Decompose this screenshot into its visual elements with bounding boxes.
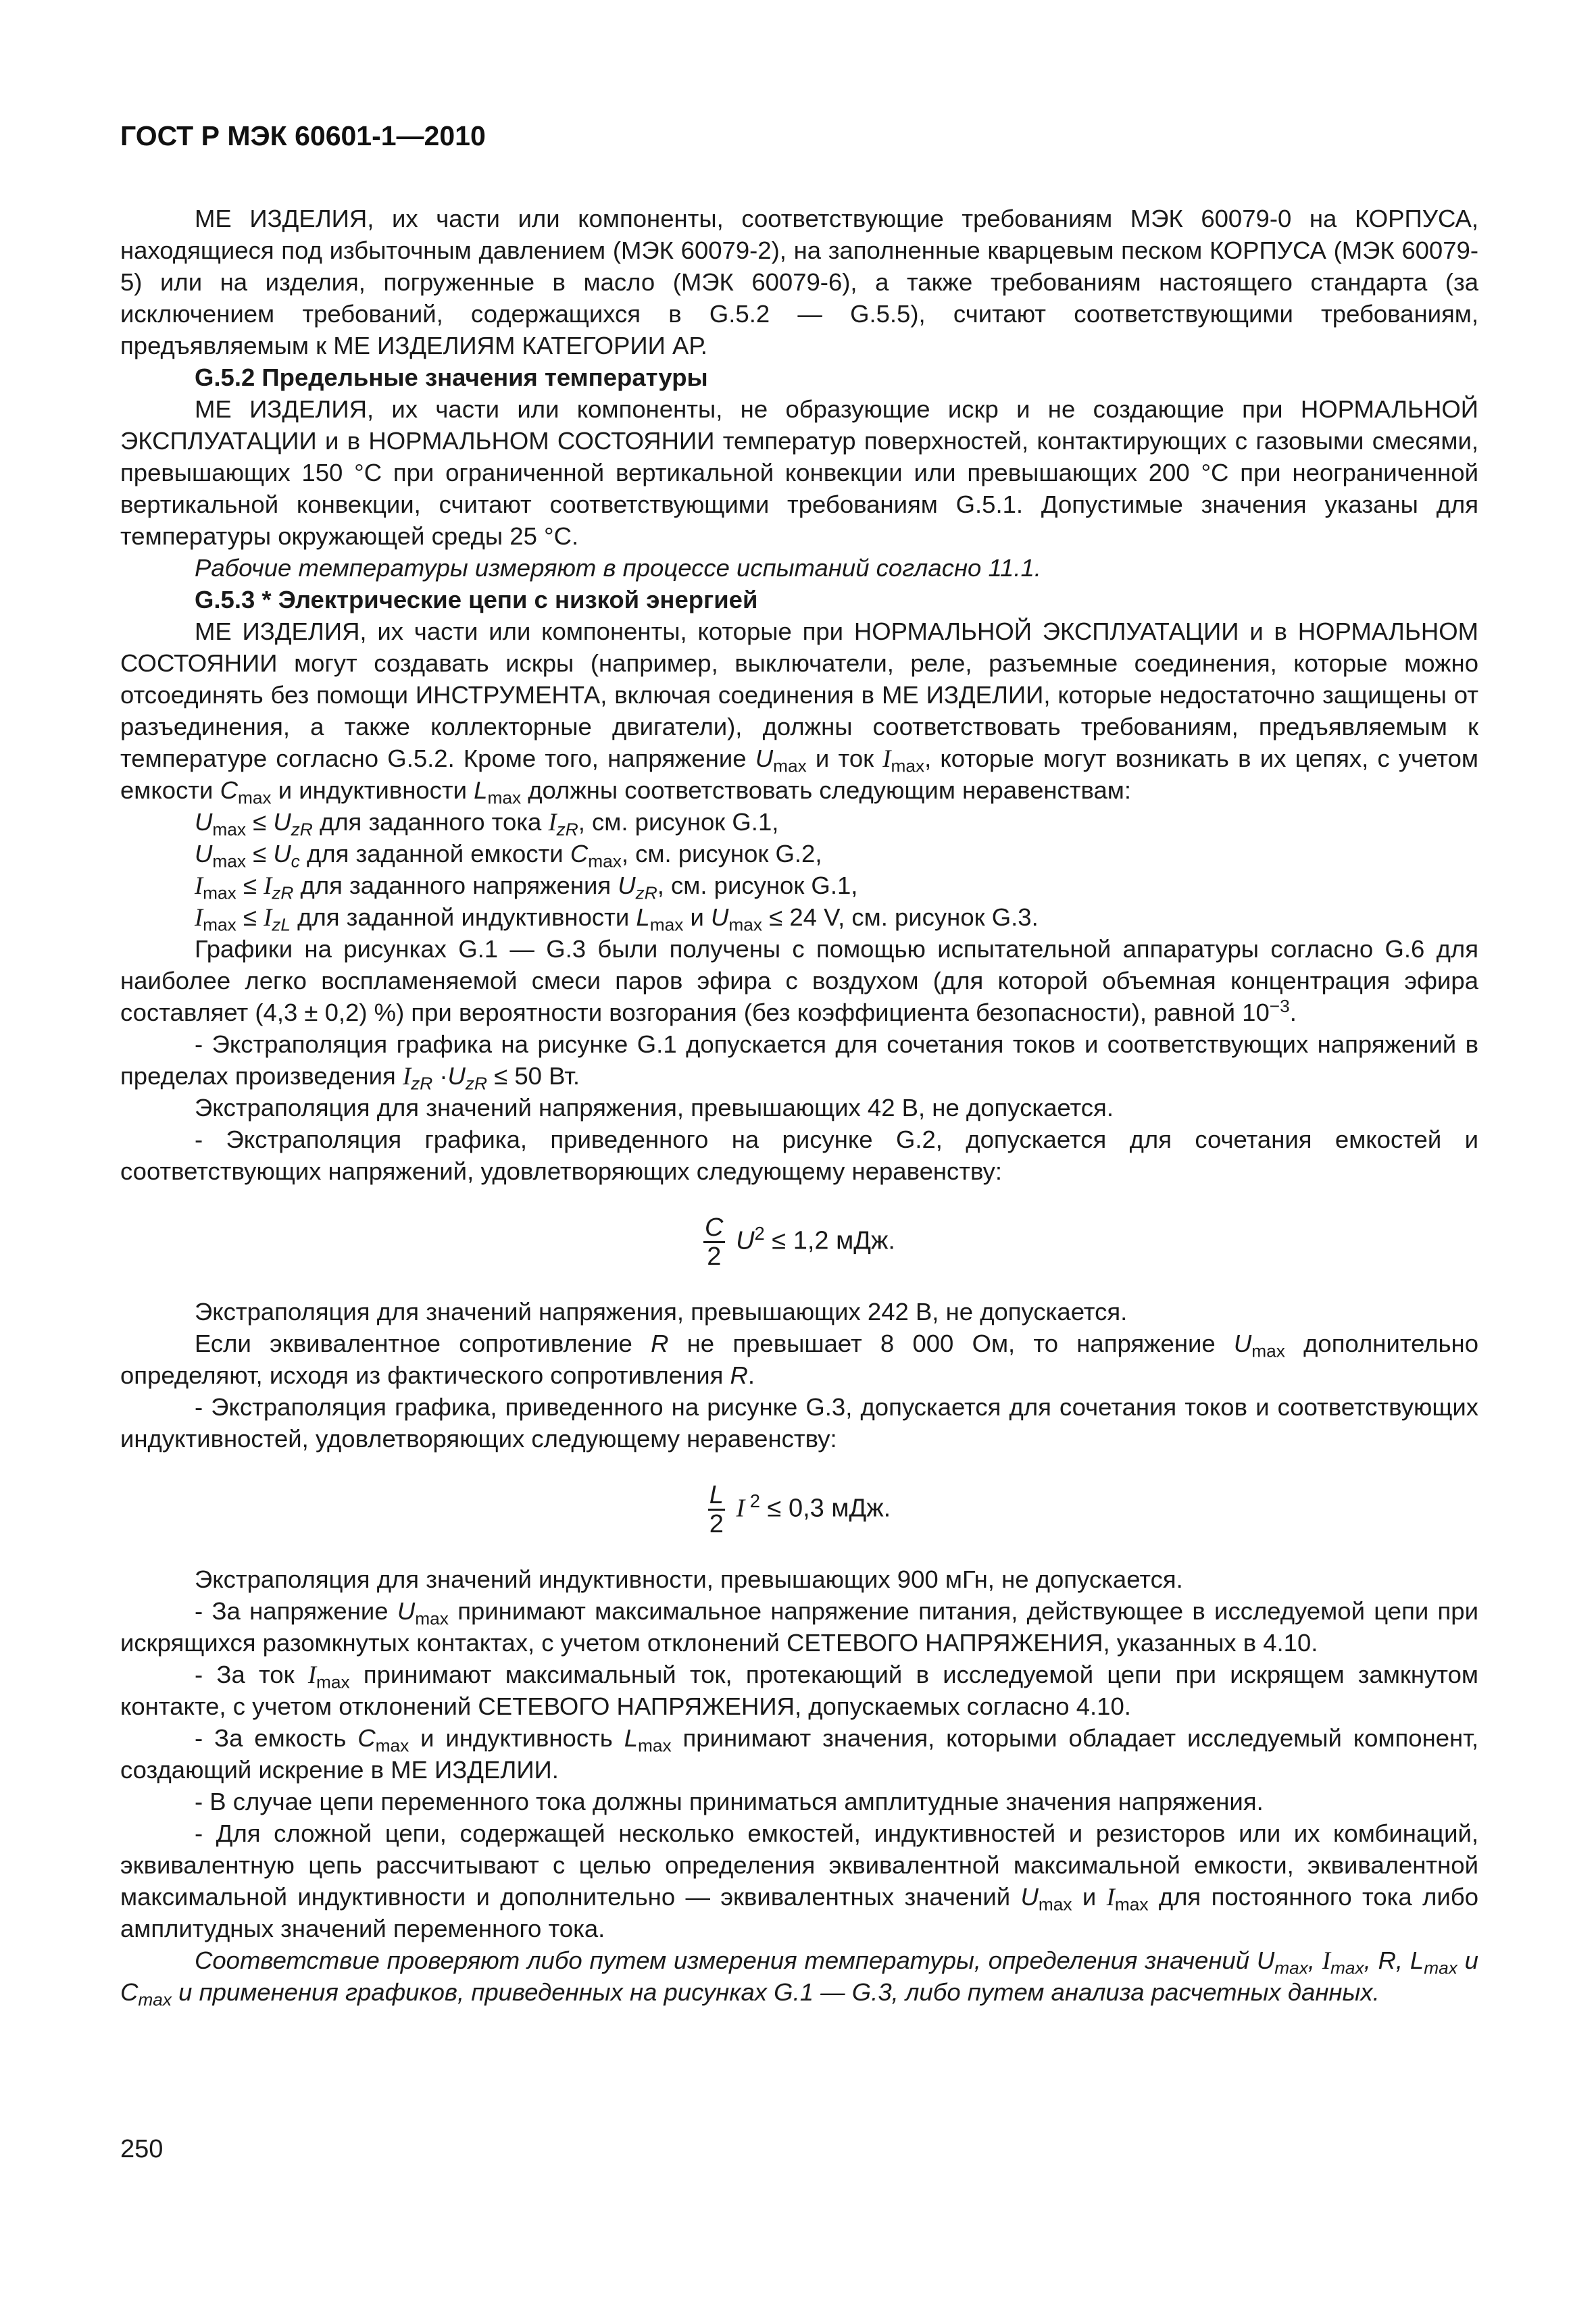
paragraph-5: Графики на рисунках G.1 — G.3 были получены с помощью испытательной аппаратуры согласно G.6 для наиболее легко воспламеняемой смеси паров эфира с воздухом (для которой объемная концентрация эфира составляет (4,3 ± 0,2) %) при вероятности возгорания (без коэффициента безопасности), равной $10^{-3}$. — [120, 935, 1478, 1026]
document-header: ГОСТ Р МЭК 60601-1—2010 — [120, 120, 486, 151]
paragraph-17: - Для сложной цепи, содержащей несколько емкостей, индуктивностей и резисторов или их комбинаций, эквивалентную цепь рассчитывают с целью определения эквивалентной максимальной емкости, эквивалентной максимальной индуктивности и дополнительно — эквивалентных значений $U_{max}$ и $I_{max}$ для постоянного тока либо амплитудных значений переменного тока. — [120, 1819, 1478, 1942]
paragraph-12: Экстраполяция для значений индуктивности, превышающих 900 мГн, не допускается. — [195, 1565, 1183, 1593]
section-heading-g52: G.5.2 Предельные значения температуры — [195, 363, 708, 391]
paragraph-15: - За емкость $C_{max}$ и индуктивность $L_{max}$ принимают значения, которыми обладает исследуемый компонент, создающий искрение в МЕ ИЗДЕЛИИ. — [120, 1724, 1478, 1784]
paragraph-10: Если эквивалентное сопротивление R не превышает 8 000 Ом, то напряжение $U_{max}$ дополнительно определяют, исходя из фактического сопротивления R. — [120, 1330, 1478, 1389]
paragraph-9: Экстраполяция для значений напряжения, превышающих 242 В, не допускается. — [195, 1298, 1128, 1326]
inequality-1: $U_{max} \le U_{zR}$ для заданного тока $I_{zR}$, см. рисунок G.1, — [195, 808, 779, 840]
formula-inductance: $\frac{L}{2}$ I $^2$ ≤ 0,3 мДж. — [709, 1481, 891, 1538]
paragraph-11: - Экстраполяция графика, приведенного на рисунке G.3, допускается для сочетания токов и соответствующих индуктивностей, удовлетворяющих следующему неравенству: — [120, 1393, 1478, 1453]
paragraph-8: - Экстраполяция графика, приведенного на рисунке G.2, допускается для сочетания емкостей и соответствующих напряжений, удовлетворяющих следующему неравенству: — [120, 1126, 1478, 1185]
formula-capacitance: $\frac{C}{2}$ $U^2 \le 1,2$ мДж. — [705, 1213, 895, 1271]
section-heading-g53: G.5.3 * Электрические цепи с низкой энергией — [195, 586, 758, 613]
paragraph-1: МЕ ИЗДЕЛИЯ, их части или компоненты, соответствующие требованиям МЭК 60079-0 на КОРПУСА, находящиеся под избыточным давлением (МЭК 60079-2), на заполненные кварцевым песком КОРПУСА (МЭК 60079-5) или на изделия, погруженные в масло (МЭК 60079-6), а также требованиям настоящего стандарта (за исключением требований, содержащихся в G.5.2 — G.5.5), считают соответствующими требованиям, предъявляемым к МЕ ИЗДЕЛИЯМ КАТЕГОРИИ АР. — [120, 205, 1478, 359]
paragraph-14: - За ток $I_{max}$ принимают максимальный ток, протекающий в исследуемой цепи при искрящем замкнутом контакте, с учетом отклонений СЕТЕВОГО НАПРЯЖЕНИЯ, допускаемых согласно 4.10. — [120, 1661, 1478, 1720]
inequality-4: $I_{max} \le I_{zL}$ для заданной индуктивности $L_{max}$ и $U_{max} \le 24$ V, см. рисунок G.3. — [195, 903, 1039, 935]
inequality-3: $I_{max} \le I_{zR}$ для заданного напряжения $U_{zR}$, см. рисунок G.1, — [195, 872, 858, 903]
page-number: 250 — [120, 2135, 164, 2163]
document-body — [120, 203, 1478, 2008]
paragraph-16: - В случае цепи переменного тока должны приниматься амплитудные значения напряжения. — [195, 1788, 1264, 1815]
paragraph-18: Соответствие проверяют либо путем измерения температуры, определения значений $U_{max}$, $I_{max}$, R, $L_{max}$ и $C_{max}$ и применения графиков, приведенных на рисунках G.1 — G.3, либо путем анализа расчетных данных. — [120, 1946, 1478, 2010]
paragraph-13: - За напряжение $U_{max}$ принимают максимальное напряжение питания, действующее в исследуемой цепи при искрящихся разомкнутых контактах, с учетом отклонений СЕТЕВОГО НАПРЯЖЕНИЯ, указанных в 4.10. — [120, 1597, 1478, 1657]
paragraph-6: - Экстраполяция графика на рисунке G.1 допускается для сочетания токов и соответствующих напряжений в пределах произведения $I_{zR} \cdot U_{zR} \le 50$ Вт. — [120, 1030, 1478, 1094]
paragraph-4: МЕ ИЗДЕЛИЯ, их части или компоненты, которые при НОРМАЛЬНОЙ ЭКСПЛУАТАЦИИ и в НОРМАЛЬНОМ СОСТОЯНИИ могут создавать искры (например, выключатели, реле, разъемные соединения, которые можно отсоединять без помощи ИНСТРУМЕНТА, включая соединения в МЕ ИЗДЕЛИИ, которые недостаточно защищены от разъединения, а также коллекторные двигатели), должны соответствовать требованиям, предъявляемым к температуре согласно G.5.2. Кроме того, напряжение $U_{max}$ и ток $I_{max}$, которые могут возникать в их цепях, с учетом емкости $C_{max}$ и индуктивности $L_{max}$ должны соответствовать следующим неравенствам: — [120, 618, 1478, 808]
paragraph-3: Рабочие температуры измеряют в процессе испытаний согласно 11.1. — [195, 554, 1041, 582]
inequality-2: $U_{max} \le U_c$ для заданной емкости $C_{max}$, см. рисунок G.2, — [195, 840, 822, 872]
paragraph-2: МЕ ИЗДЕЛИЯ, их части или компоненты, не образующие искр и не создающие при НОРМАЛЬНОЙ ЭКСПЛУАТАЦИИ и в НОРМАЛЬНОМ СОСТОЯНИИ температур поверхностей, контактирующих с газовыми смесями, превышающих 150 °С при ограниченной вертикальной конвекции или превышающих 200 °С при неограниченной вертикальной конвекции, считают соответствующими требованиям G.5.1. Допустимые значения указаны для температуры окружающей среды 25 °С. — [120, 395, 1478, 550]
paragraph-7: Экстраполяция для значений напряжения, превышающих 42 В, не допускается. — [195, 1094, 1114, 1122]
